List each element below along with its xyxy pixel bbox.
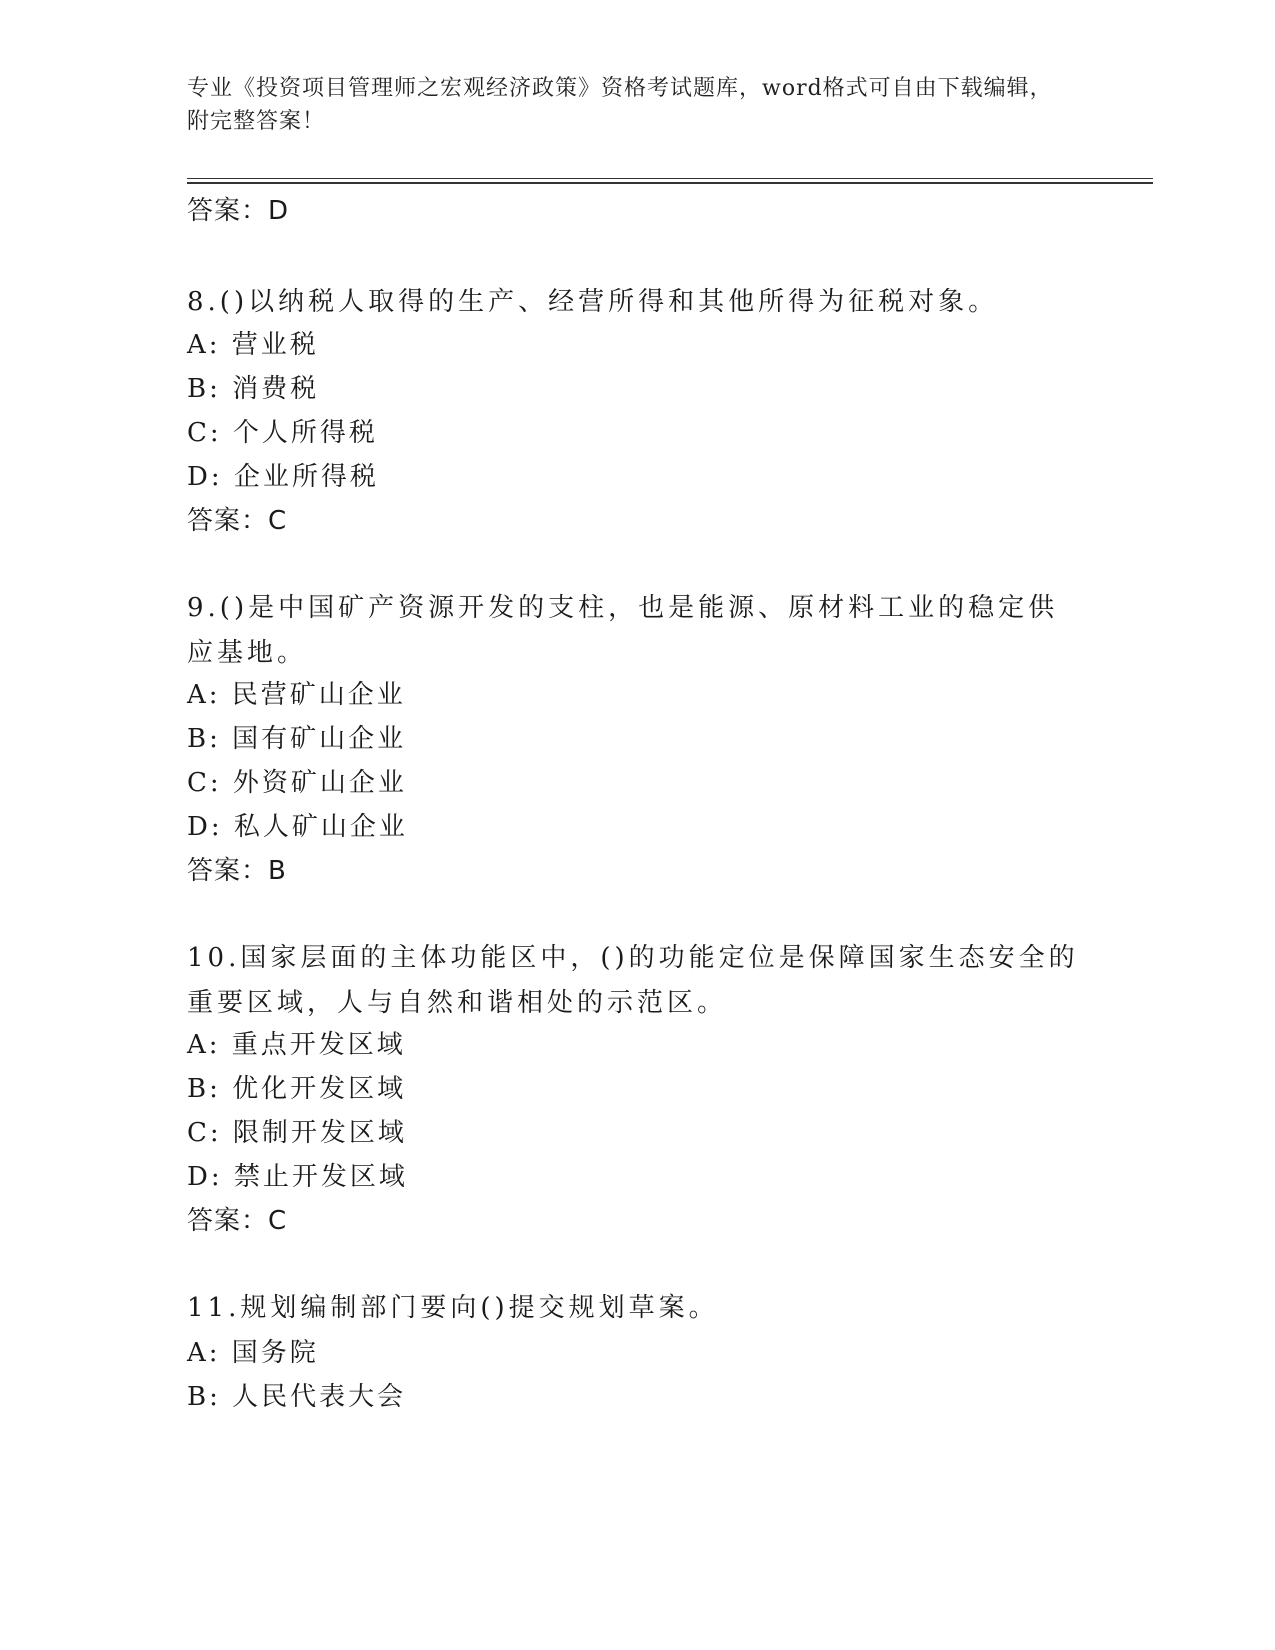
- option-c: C: 个人所得税: [187, 418, 378, 448]
- option-a: A: 国务院: [187, 1338, 319, 1368]
- answer-line: 答案：B: [187, 856, 287, 886]
- option-b: B: 国有矿山企业: [187, 724, 407, 754]
- question-text: 11.规划编制部门要向()提交规划草案。: [187, 1293, 719, 1323]
- question-text: 9.()是中国矿产资源开发的支柱，也是能源、原材料工业的稳定供应基地。: [187, 593, 1059, 668]
- option-d: D: 企业所得税: [187, 462, 379, 492]
- answer-line: 答案：D: [187, 196, 290, 226]
- option-d: D: 私人矿山企业: [187, 812, 408, 842]
- option-b: B: 优化开发区域: [187, 1074, 407, 1104]
- option-d: D: 禁止开发区域: [187, 1162, 408, 1192]
- answer-line: 答案：C: [187, 1206, 288, 1236]
- header-divider-thin: [187, 178, 1153, 179]
- answer-line: 答案：C: [187, 506, 288, 536]
- option-a: A: 重点开发区域: [187, 1030, 406, 1060]
- question-text: 10.国家层面的主体功能区中，()的功能定位是保障国家生态安全的重要区域，人与自然和谐相处的示范区。: [187, 943, 1079, 1018]
- option-c: C: 限制开发区域: [187, 1118, 407, 1148]
- option-b: B: 人民代表大会: [187, 1382, 407, 1412]
- document-header: 专业《投资项目管理师之宏观经济政策》资格考试题库，word格式可自由下载编辑，附完整答案！: [187, 76, 1053, 134]
- question-text: 8.()以纳税人取得的生产、经营所得和其他所得为征税对象。: [187, 287, 999, 317]
- option-a: A: 民营矿山企业: [187, 680, 406, 710]
- header-divider-thick: [187, 182, 1153, 184]
- option-a: A: 营业税: [187, 330, 319, 360]
- option-c: C: 外资矿山企业: [187, 768, 407, 798]
- option-b: B: 消费税: [187, 374, 320, 404]
